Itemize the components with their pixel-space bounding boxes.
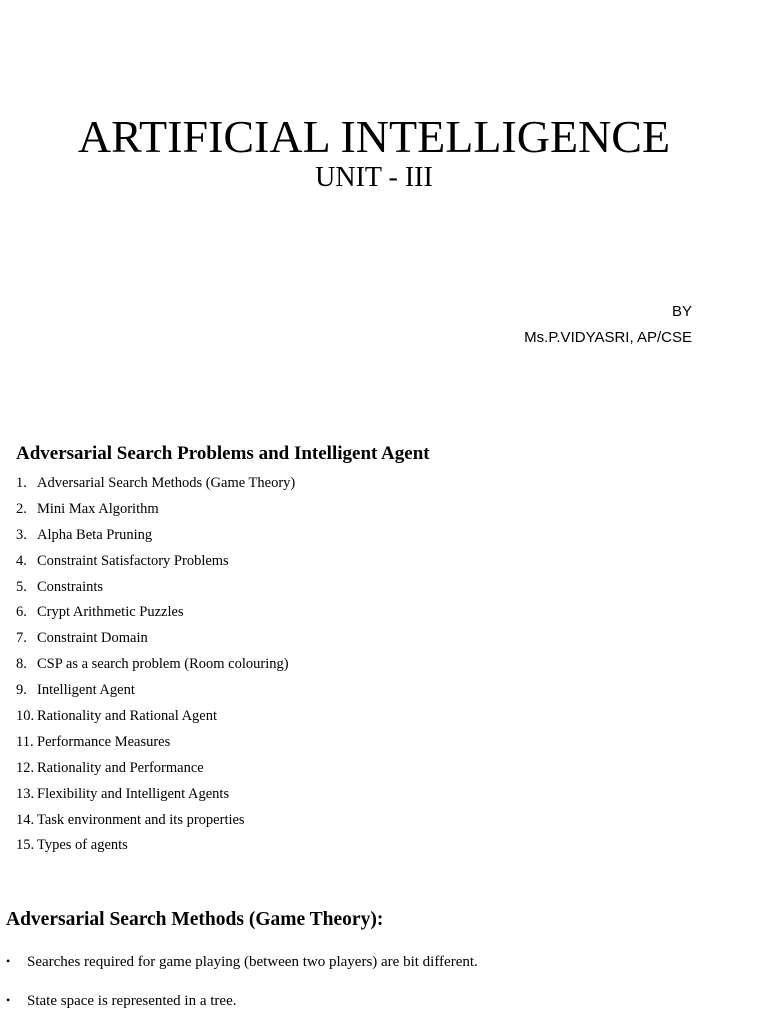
toc-heading: Adversarial Search Problems and Intelligent Agent bbox=[16, 443, 430, 464]
list-item bbox=[16, 704, 295, 730]
list-item-number: 4. bbox=[16, 552, 27, 569]
list-item-text: Types of agents bbox=[37, 837, 128, 854]
list-item-number: 6. bbox=[16, 604, 27, 621]
list-item-text: Rationality and Performance bbox=[37, 759, 204, 776]
list-item-text: Performance Measures bbox=[37, 733, 171, 750]
page-subtitle: UNIT - III bbox=[315, 162, 433, 193]
bullet-text: Searches required for game playing (between two players) are bit different. bbox=[27, 954, 478, 970]
list-item bbox=[6, 948, 478, 975]
list-item bbox=[16, 626, 295, 652]
list-item-number: 3. bbox=[16, 526, 27, 543]
list-item-text: CSP as a search problem (Room colouring) bbox=[37, 656, 289, 673]
list-item-number: 7. bbox=[16, 630, 27, 647]
list-item bbox=[16, 652, 295, 678]
toc-list bbox=[16, 471, 295, 859]
list-item-text: Flexibility and Intelligent Agents bbox=[37, 785, 230, 802]
list-item-text: Alpha Beta Pruning bbox=[37, 526, 153, 543]
bullet-icon: • bbox=[6, 993, 11, 1007]
list-item-number: 15. bbox=[16, 837, 35, 854]
list-item-text: Constraint Satisfactory Problems bbox=[37, 552, 229, 569]
list-item bbox=[16, 600, 295, 626]
list-item-number: 2. bbox=[16, 500, 27, 517]
list-item-text: Rationality and Rational Agent bbox=[37, 708, 218, 725]
list-item bbox=[16, 549, 295, 575]
list-item bbox=[16, 575, 295, 601]
list-item-number: 9. bbox=[16, 682, 27, 699]
list-item-text: Constraint Domain bbox=[37, 630, 148, 647]
list-item bbox=[16, 730, 295, 756]
list-item bbox=[16, 782, 295, 808]
list-item-text: Constraints bbox=[37, 578, 104, 595]
list-item-number: 13. bbox=[16, 785, 35, 802]
bullet-list bbox=[6, 948, 478, 1026]
bullet-icon: • bbox=[6, 954, 11, 968]
list-item-number: 10. bbox=[16, 708, 35, 725]
list-item-number: 8. bbox=[16, 656, 27, 673]
list-item bbox=[16, 678, 295, 704]
list-item-text: Adversarial Search Methods (Game Theory) bbox=[37, 475, 296, 491]
section-heading: Adversarial Search Methods (Game Theory): bbox=[6, 909, 384, 930]
list-item bbox=[16, 497, 295, 523]
list-item-number: 1. bbox=[16, 475, 27, 491]
list-item bbox=[6, 987, 478, 1014]
page-title: ARTIFICIAL INTELLIGENCE bbox=[77, 111, 671, 162]
list-item-number: 5. bbox=[16, 578, 27, 595]
list-item-text: Intelligent Agent bbox=[37, 682, 135, 699]
list-item-text: Crypt Arithmetic Puzzles bbox=[37, 604, 184, 621]
list-item-text: Mini Max Algorithm bbox=[37, 500, 159, 517]
list-item bbox=[16, 523, 295, 549]
list-item bbox=[16, 471, 295, 497]
list-item bbox=[16, 808, 295, 834]
list-item-number: 12. bbox=[16, 759, 35, 776]
list-item bbox=[16, 833, 295, 859]
list-item-text: Task environment and its properties bbox=[37, 811, 245, 828]
author-by-label: BY bbox=[671, 303, 692, 320]
list-item-number: 14. bbox=[16, 811, 35, 828]
bullet-text: State space is represented in a tree. bbox=[27, 993, 237, 1009]
list-item-number: 11. bbox=[16, 733, 34, 750]
list-item bbox=[16, 756, 295, 782]
author-name: Ms.P.VIDYASRI, AP/CSE bbox=[524, 329, 692, 346]
